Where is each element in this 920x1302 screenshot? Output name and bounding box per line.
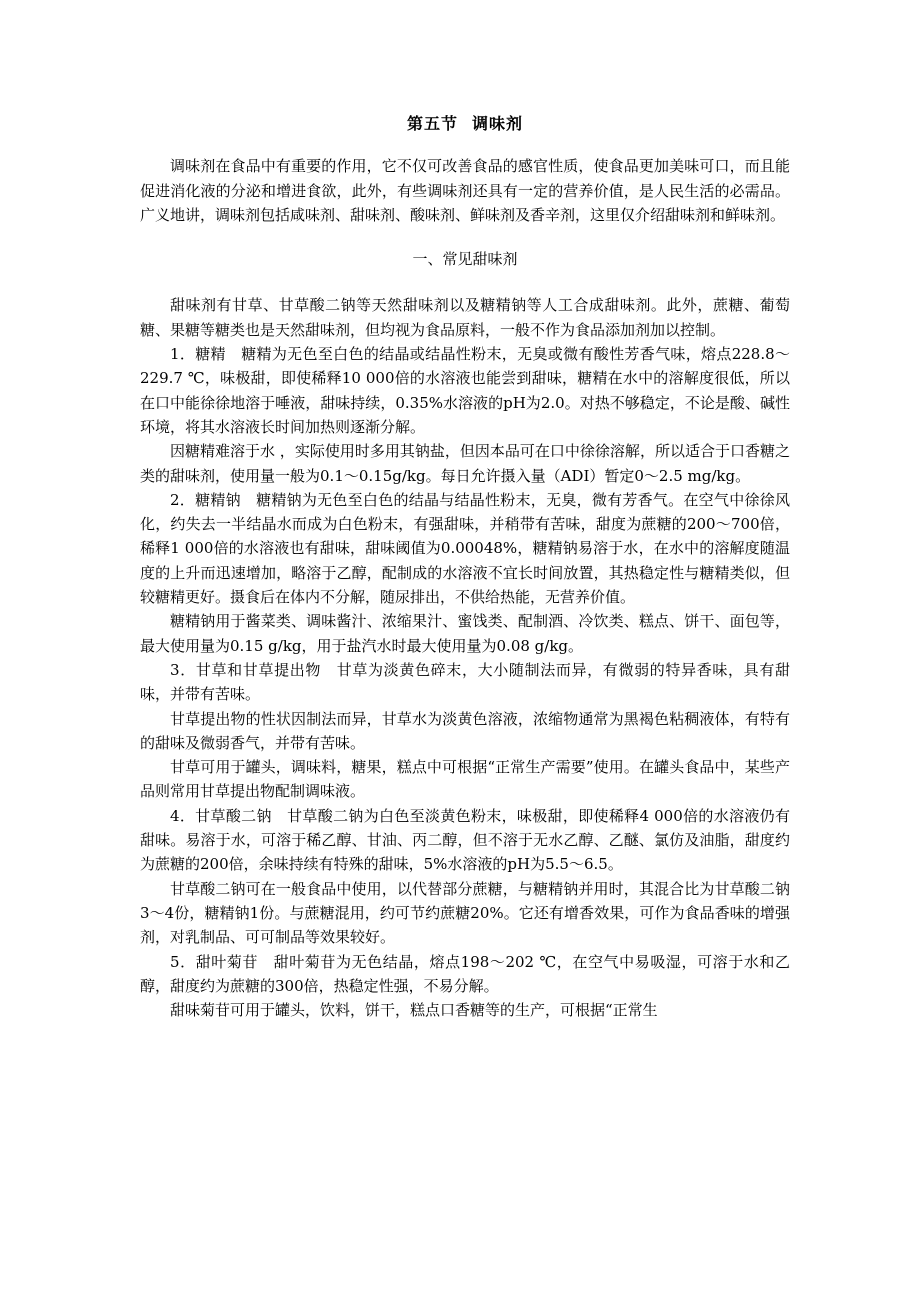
paragraph: 2．糖精钠 糖精钠为无色至白色的结晶与结晶性粉末，无臭，微有芳香气。在空气中徐徐风化，约失去一半结晶水而成为白色粉末，有强甜味，并稍带有苦味，甜度为蔗糖的200～700倍，稀释1 000倍的水溶液也有甜味，甜味阈值为0.00048%，糖精钠易溶于水，在水中的溶解度随温度的上升而迅速增加，略溶于乙醇，配制成的水溶液不宜长时间放置，其热稳定性与糖精类似，但较糖精更好。摄食后在体内不分解，随尿排出，不供给热能，无营养价值。: [140, 490, 790, 607]
paragraph: 甜味菊苷可用于罐头，饮料，饼干，糕点口香糖等的生产，可根据“正常生: [170, 1001, 658, 1020]
paragraph: 因糖精难溶于水 ，实际使用时多用其钠盐，但因本品可在口中徐徐溶解，所以适合于口香糖之类的甜味剂，使用量一般为0.1～0.15g/kg。每日允许摄入量（ADI）暂定0～2.5 mg/kg。: [140, 442, 790, 485]
paragraph: 甘草可用于罐头，调味料，糖果，糕点中可根据“正常生产需要”使用。在罐头食品中，某些产品则常用甘草提出物配制调味液。: [140, 758, 790, 801]
document-body: [140, 112, 790, 1022]
paragraph: 糖精钠用于酱菜类、调味酱汁、浓缩果汁、蜜饯类、配制酒、冷饮类、糕点、饼干、面包等，最大使用量为0.15 g/kg，用于盐汽水时最大使用量为0.08 g/kg。: [140, 612, 790, 655]
section-heading-sweeteners: 一、常见甜味剂: [412, 250, 518, 269]
paragraph: 3．甘草和甘草提出物 甘草为淡黄色碎末，大小随制法而异，有微弱的特异香味，具有甜味，并带有苦味。: [140, 660, 790, 704]
paragraph: 4．甘草酸二钠 甘草酸二钠为白色至淡黄色粉末，味极甜，即使稀释4 000倍的水溶液仍有甜味。易溶于水，可溶于稀乙醇、甘油、丙二醇，但不溶于无水乙醇、乙醚、氯仿及油脂，甜度约为蔗糖的200倍，余味持续有特殊的甜味，5%水溶液的pH为5.5～6.5。: [140, 806, 790, 874]
paragraph: 甘草酸二钠可在一般食品中使用，以代替部分蔗糖，与糖精钠并用时，其混合比为甘草酸二钠3～4份，糖精钠1份。与蔗糖混用，约可节约蔗糖20%。它还有增香效果，可作为食品香味的增强剂，对乳制品、可可制品等效果较好。: [140, 879, 790, 947]
paragraph: 甜味剂有甘草、甘草酸二钠等天然甜味剂以及糖精钠等人工合成甜味剂。此外，蔗糖、葡萄糖、果糖等糖类也是天然甜味剂，但均视为食品原料，一般不作为食品添加剂加以控制。: [140, 296, 790, 339]
paragraph: 甘草提出物的性状因制法而异，甘草水为淡黄色溶液，浓缩物通常为黑褐色粘稠液体，有特有的甜味及微弱香气，并带有苦味。: [140, 709, 790, 752]
section-title-number: 第五节: [406, 114, 458, 133]
section-title-text: 调味剂: [472, 114, 524, 133]
section-title: [140, 112, 790, 136]
paragraph: 1．糖精 糖精为无色至白色的结晶或结晶性粉末，无臭或微有酸性芳香气味，熔点228.8～229.7 ℃，味极甜，即使稀释10 000倍的水溶液也能尝到甜味，糖精在水中的溶解度很低，所以在口中能徐徐地溶于唾液，甜味持续，0.35%水溶液的pH为2.0。对热不够稳定，不论是酸、碱性环境，将其水溶液长时间加热则逐渐分解。: [140, 345, 790, 436]
intro-paragraph: 调味剂在食品中有重要的作用，它不仅可改善食品的感官性质，使食品更加美味可口，而且能促进消化液的分泌和增进食欲，此外，有些调味剂还具有一定的营养价值，是人民生活的必需品。广义地讲，调味剂包括咸味剂、甜味剂、酸味剂、鲜味剂及香辛剂，这里仅介绍甜味剂和鲜味剂。: [140, 157, 790, 224]
paragraph: 5．甜叶菊苷 甜叶菊苷为无色结晶，熔点198～202 ℃，在空气中易吸湿，可溶于水和乙醇，甜度约为蔗糖的300倍，热稳定性强，不易分解。: [140, 952, 790, 995]
